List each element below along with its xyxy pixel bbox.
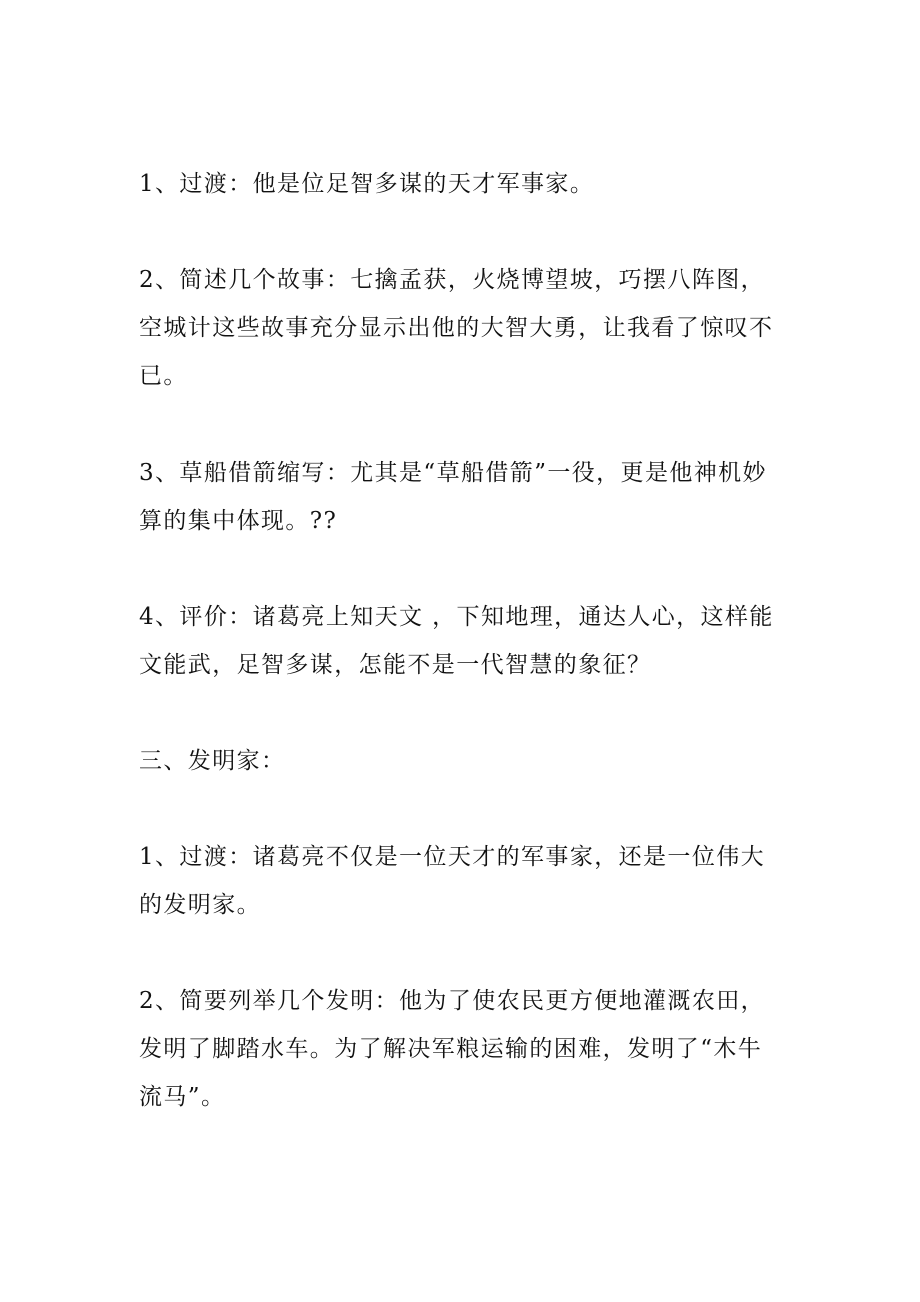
paragraph-transition-inventor: 1、过渡：诸葛亮不仅是一位天才的军事家，还是一位伟大的发明家。 <box>139 844 766 918</box>
section-heading-inventor: 三、发明家： <box>139 748 286 774</box>
paragraph-borrowing-arrows: 3、草船借箭缩写：尤其是“草船借箭”一役，更是他神机妙算的集中体现。?? <box>139 460 767 534</box>
paragraph-inventions: 2、简要列举几个发明：他为了使农民更方便地灌溉农田，发明了脚踏水车。为了解决军粮运输的困难，发明了“木牛流马”。 <box>139 988 766 1110</box>
paragraph-transition-military: 1、过渡：他是位足智多谋的天才军事家。 <box>139 171 595 197</box>
paragraph-evaluation: 4、评价：诸葛亮上知天文 ，下知地理，通达人心，这样能文能武，足智多谋，怎能不是一代智慧的象征？ <box>139 604 774 678</box>
paragraph-stories: 2、简述几个故事：七擒孟获，火烧博望坡，巧摆八阵图，空城计这些故事充分显示出他的大智大勇，让我看了惊叹不已。 <box>139 267 774 389</box>
